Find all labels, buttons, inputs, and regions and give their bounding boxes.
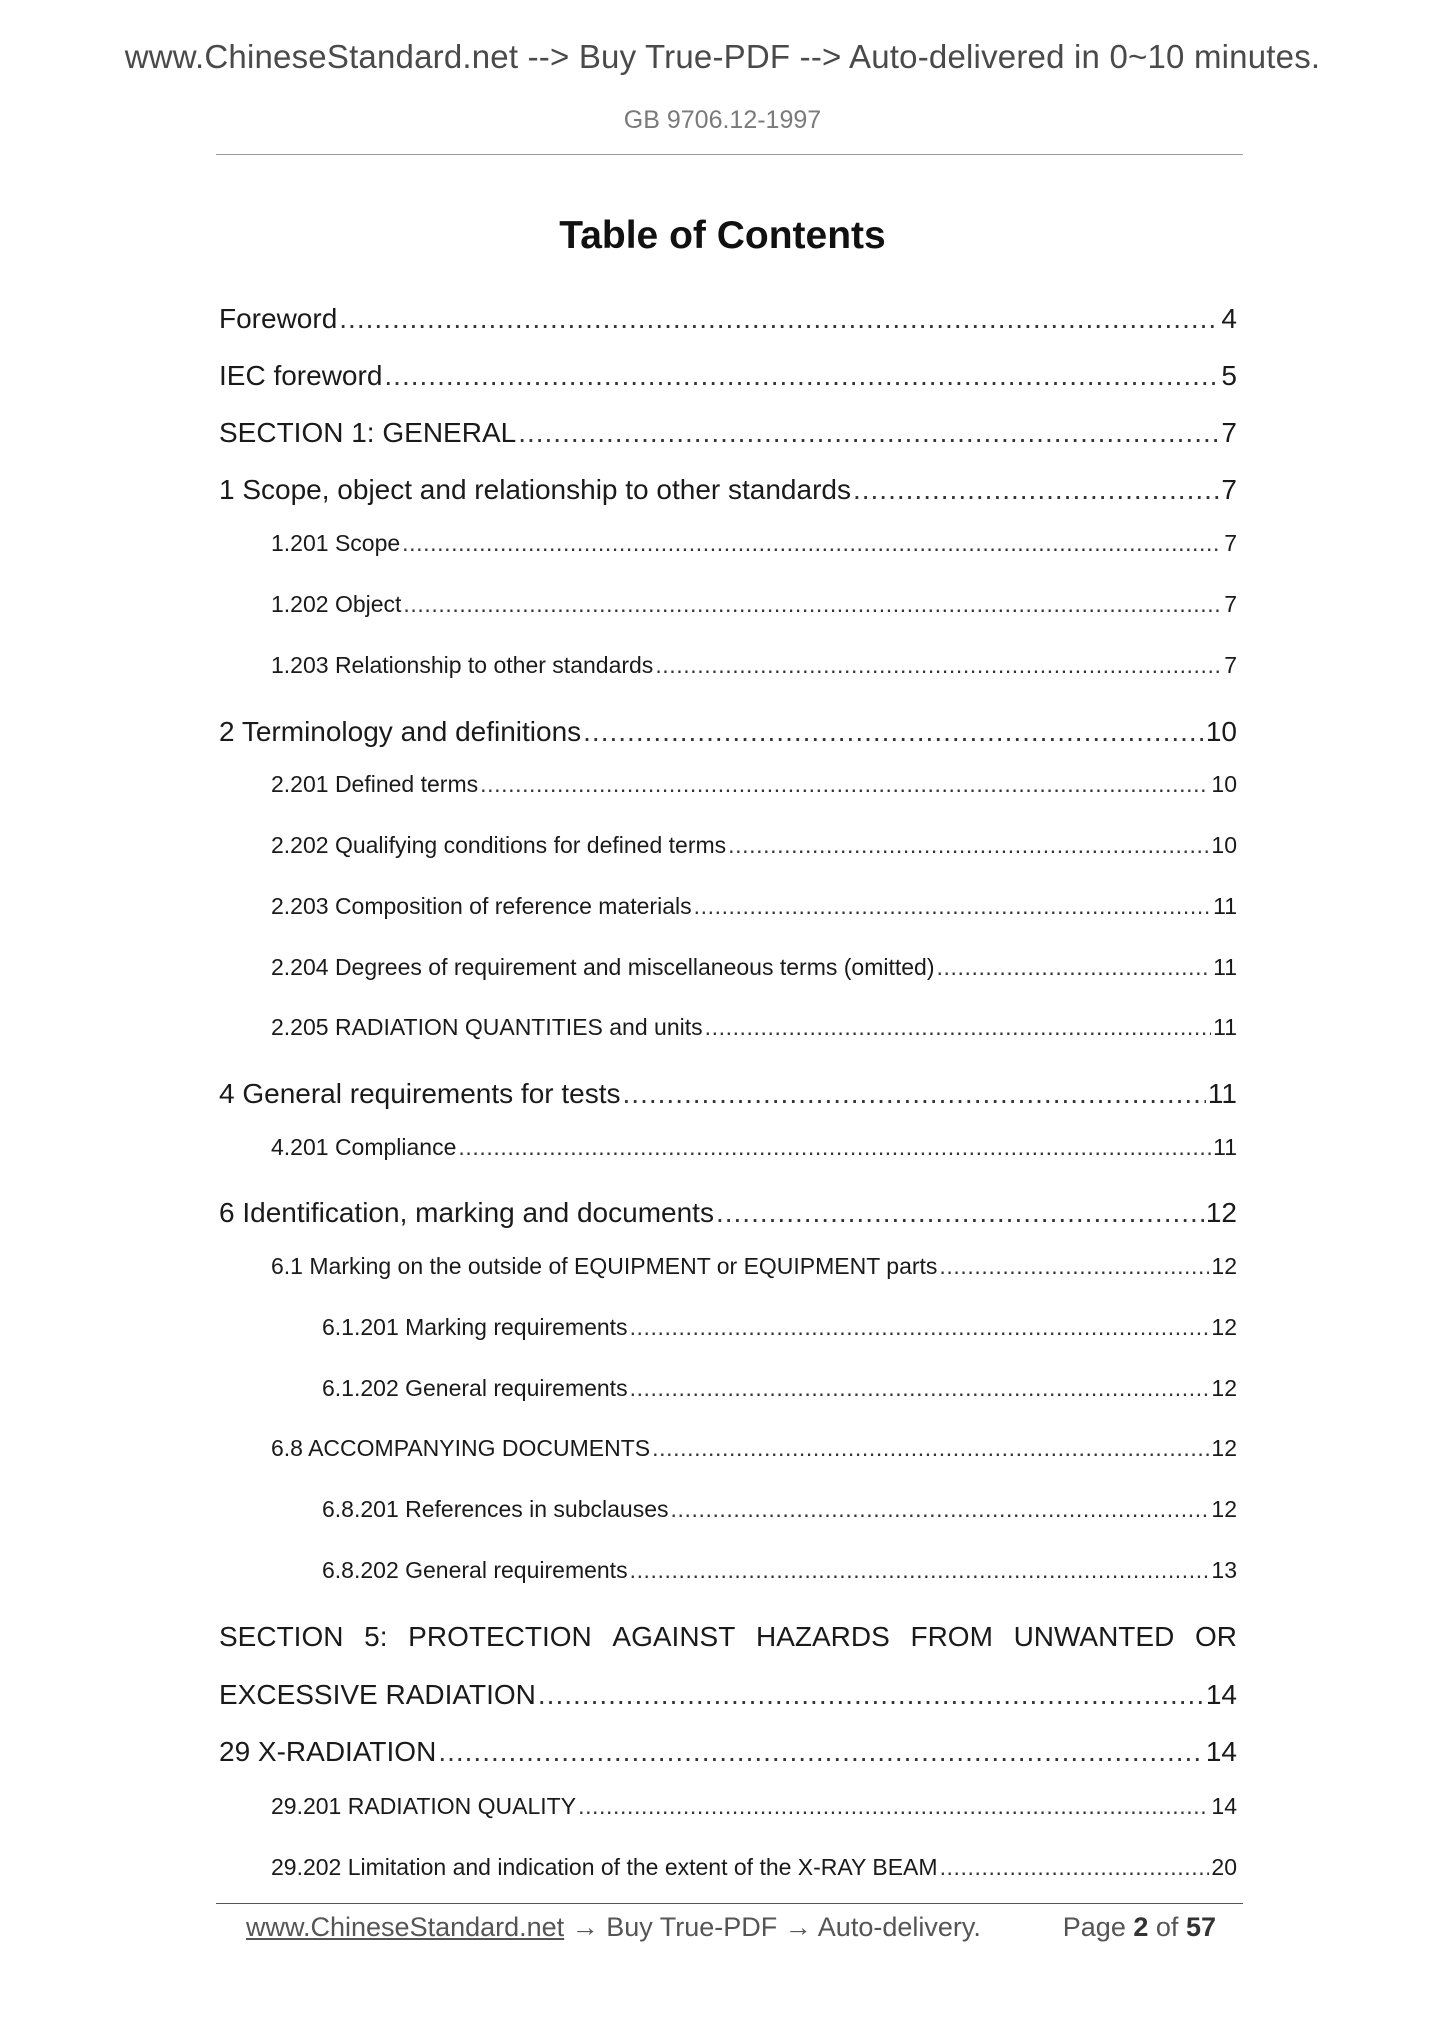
leader-dots [716,1197,1204,1229]
toc-entry-label: 2 Terminology and definitions [219,716,582,747]
toc-entry-page: 14 [1211,1793,1237,1819]
toc-entry-page: 7 [1224,591,1237,617]
toc-entry[interactable] [271,1134,1237,1161]
toc-entry-page: 12 [1211,1435,1237,1461]
leader-dots [853,474,1219,506]
toc-entry-label: 1.202 Object [271,591,402,617]
toc-entry-label: 29 X-RADIATION [219,1736,437,1767]
toc-entry-label: 1 Scope, object and relationship to other standards [219,474,851,505]
toc-entry[interactable] [322,1375,1237,1402]
toc-entry[interactable] [271,1014,1237,1041]
toc-entry-page: 12 [1205,1197,1237,1228]
page-word: Page [1062,1912,1126,1942]
toc-entry-label: 6.8 ACCOMPANYING DOCUMENTS [271,1435,651,1461]
footer-buy-text: Buy True-PDF [606,1912,778,1942]
toc-entry[interactable] [322,1496,1237,1523]
toc-entry[interactable] [322,1314,1237,1341]
toc-entry-page: 5 [1221,360,1237,391]
leader-dots [939,1253,1209,1280]
leader-dots [937,954,1212,981]
toc-entry[interactable] [322,1557,1237,1584]
footer-site-link[interactable]: www.ChineseStandard.net [246,1912,565,1942]
toc-entry[interactable] [271,1854,1237,1881]
leader-dots [623,1078,1206,1110]
toc-entry[interactable] [219,360,1237,392]
toc-entry-label: 1.203 Relationship to other standards [271,652,654,678]
toc-entry-page: 4 [1221,303,1237,334]
toc-entry[interactable] [219,1078,1237,1110]
page-total: 57 [1185,1912,1216,1942]
toc-entry[interactable] [219,1736,1237,1768]
toc-entry-page: 13 [1211,1557,1237,1583]
leader-dots [438,1736,1204,1768]
leader-dots [630,1557,1210,1584]
leader-dots [480,771,1209,798]
leader-dots [655,652,1222,679]
arrow-right-icon: → [784,1912,812,1942]
leader-dots [538,1679,1204,1711]
toc-entry-label: 2.202 Qualifying conditions for defined terms [271,832,727,858]
toc-entry-label: Foreword [219,303,338,334]
toc-entry-page: 7 [1224,652,1237,678]
toc-entry-label: 6.1 Marking on the outside of EQUIPMENT or EQUIPMENT parts [271,1253,938,1279]
toc-entry[interactable] [271,591,1237,618]
leader-dots [652,1435,1209,1462]
footer-promo [246,1912,981,1943]
toc-entry-label: 6.1.201 Marking requirements [322,1314,628,1340]
toc-entry-label: 6.1.202 General requirements [322,1375,628,1401]
toc-entry-page: 10 [1211,832,1237,858]
toc-entry-label: 2.204 Degrees of requirement and miscellaneous terms (omitted) [271,954,935,980]
page-current: 2 [1133,1912,1149,1942]
leader-dots [384,360,1219,392]
toc-entry[interactable] [271,530,1237,557]
toc-entry-label: SECTION 1: GENERAL [219,417,517,448]
section5-word: UNWANTED [1013,1621,1175,1652]
leader-dots [630,1314,1210,1341]
toc-entry-page: 7 [1221,417,1237,448]
toc-entry[interactable] [271,771,1237,798]
toc-entry[interactable] [219,417,1237,449]
leader-dots [630,1375,1210,1402]
toc-entry-label: 4 General requirements for tests [219,1078,621,1109]
leader-dots [694,893,1212,920]
toc-entry-page: 12 [1211,1314,1237,1340]
toc-entry[interactable] [219,1197,1237,1229]
section5-word: 5: [364,1621,388,1652]
toc-entry-page: 12 [1211,1375,1237,1401]
toc-entry-page: 10 [1211,771,1237,797]
toc-entry[interactable] [271,832,1237,859]
toc-entry-label: 2.205 RADIATION QUANTITIES and units [271,1014,703,1040]
leader-dots [458,1134,1211,1161]
toc-entry-label: 1.201 Scope [271,530,401,556]
toc-entry-label: 29.201 RADIATION QUALITY [271,1793,577,1819]
toc-entry-label: 6.8.202 General requirements [322,1557,628,1583]
toc-entry-label: 6.8.201 References in subclauses [322,1496,669,1522]
toc-entry-page: 7 [1224,530,1237,556]
toc-title: Table of Contents [559,214,886,257]
toc-entry[interactable] [271,652,1237,679]
leader-dots [705,1014,1212,1041]
section5-word: FROM [910,1621,993,1652]
leader-dots [578,1793,1209,1820]
toc-entry-label: IEC foreword [219,360,383,391]
toc-entry-page: 11 [1213,954,1237,980]
standard-code: GB 9706.12-1997 [623,106,822,134]
leader-dots [339,303,1219,335]
page-footer [246,1912,1216,1943]
toc-entry-label: 2.201 Defined terms [271,771,479,797]
toc-entry[interactable] [271,1435,1237,1462]
toc-entry-label: 6 Identification, marking and documents [219,1197,714,1228]
toc-entry-page: 7 [1221,474,1237,505]
toc-entry-label: EXCESSIVE RADIATION [219,1679,536,1710]
toc-entry-label: 4.201 Compliance [271,1134,457,1160]
toc-entry-page: 12 [1211,1496,1237,1522]
toc-entry-page: 11 [1213,1014,1237,1040]
toc-entry-page: 14 [1205,1736,1237,1767]
section5-word: AGAINST [612,1621,736,1652]
toc-entry-page: 11 [1213,893,1237,919]
toc-entry-page: 14 [1205,1679,1237,1710]
toc-entry[interactable] [271,954,1237,981]
toc-entry-label: 2.203 Composition of reference materials [271,893,692,919]
arrow-right-icon: → [571,1912,599,1942]
section5-word: PROTECTION [408,1621,592,1652]
toc-entry[interactable] [219,1679,1237,1711]
section5-word: SECTION [219,1621,344,1652]
toc-entry[interactable] [271,893,1237,920]
top-banner: www.ChineseStandard.net --> Buy True-PDF --> Auto-delivered in 0~10 minutes. [124,38,1321,75]
leader-dots [728,832,1209,859]
toc-entry-page: 20 [1211,1854,1237,1880]
page-indicator [1063,1912,1216,1943]
leader-dots [940,1854,1210,1881]
footer-divider [216,1903,1243,1904]
section5-word: HAZARDS [756,1621,890,1652]
leader-dots [403,591,1222,618]
leader-dots [583,716,1204,748]
toc-entry-page: 11 [1207,1078,1237,1109]
toc-entry[interactable] [219,474,1237,506]
toc-entry-label: 29.202 Limitation and indication of the extent of the X-RAY BEAM [271,1854,938,1880]
toc-entry-page: 12 [1211,1253,1237,1279]
toc-entry[interactable] [219,716,1237,748]
section5-word: OR [1194,1621,1237,1652]
toc-entry[interactable] [271,1253,1237,1280]
toc-entry-page: 11 [1213,1134,1237,1160]
leader-dots [402,530,1222,557]
toc-entry[interactable] [219,303,1237,335]
section5-heading-line1[interactable] [219,1621,1237,1653]
of-word: of [1155,1912,1179,1942]
toc-entry[interactable] [271,1793,1237,1820]
footer-delivery-text: Auto-delivery. [817,1912,981,1942]
leader-dots [518,417,1219,449]
leader-dots [671,1496,1210,1523]
toc-entry-page: 10 [1205,716,1237,747]
